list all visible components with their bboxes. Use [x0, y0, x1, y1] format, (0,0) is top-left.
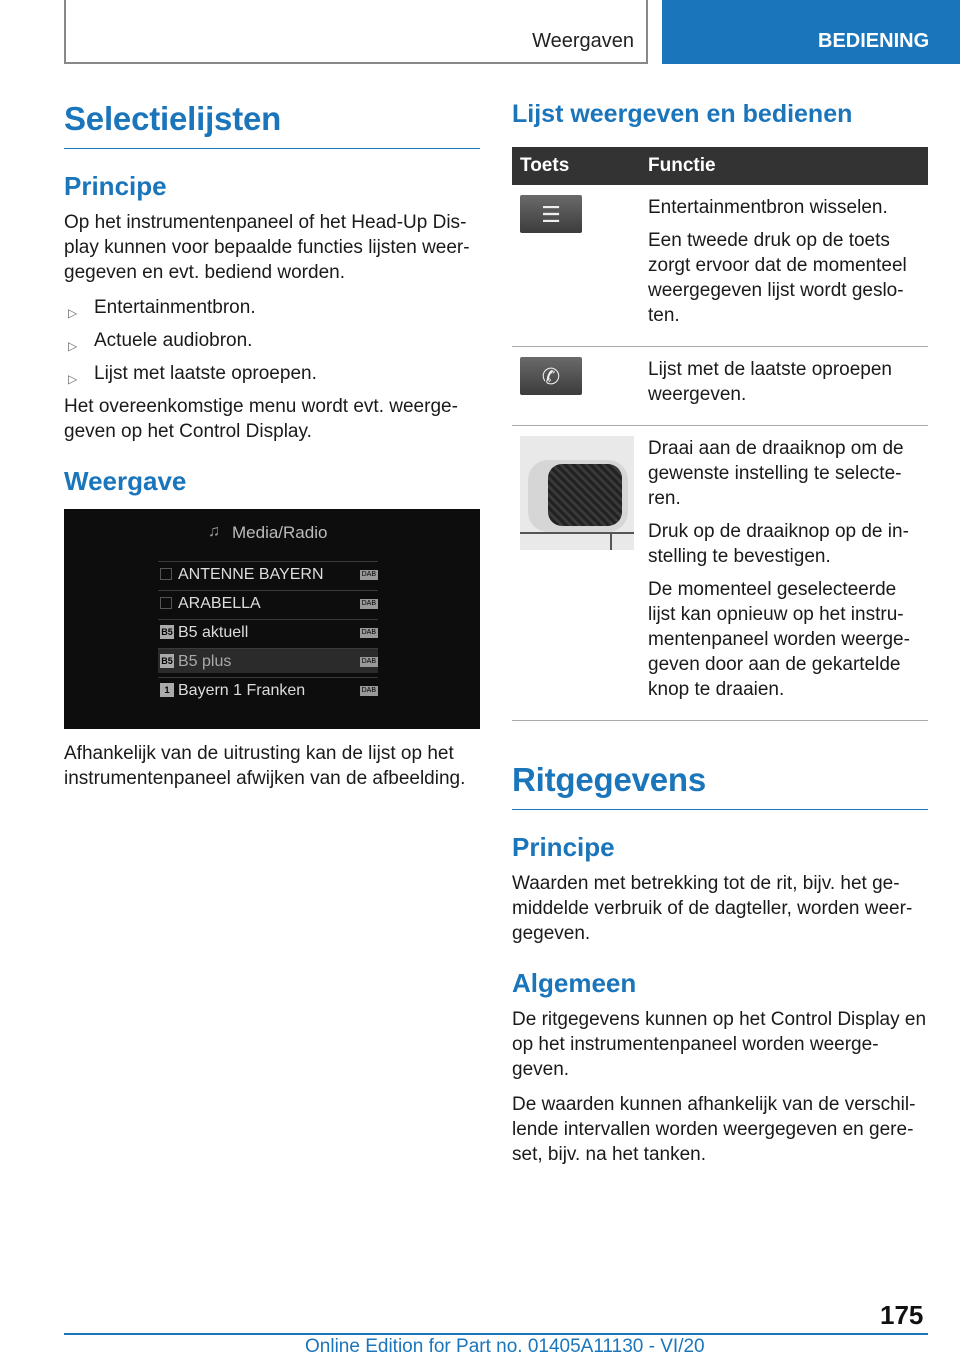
screen-title: Media/Radio [232, 523, 328, 542]
table-cell-text: Lijst met de laatste oproepen weergeven. [648, 359, 892, 405]
algemeen-text-2: De waarden kunnen afhankelijk van de verschillende intervallen worden weergegeven en gereset, bijv. na het tanken. [512, 1094, 916, 1165]
section-title-selectielijsten: Selectielijsten [64, 100, 480, 149]
list-item: ▷ Entertainmentbron. [64, 295, 480, 320]
table-cell-text: Een tweede druk op de toets zorgt ervoor dat de momenteel weergegeven lijst wordt gesloten. [648, 230, 907, 326]
heading-algemeen: Algemeen [512, 968, 637, 998]
heading-principe: Principe [64, 171, 167, 201]
screen-row: ANTENNE BAYERN DAB [158, 561, 378, 586]
list-item: ▷ Lijst met laatste oproepen. [64, 361, 480, 386]
media-radio-screenshot [64, 509, 480, 729]
heading-rit-principe: Principe [512, 832, 615, 862]
page-number: 175 [880, 1300, 924, 1330]
left-column [64, 100, 480, 801]
heading-weergave: Weergave [64, 466, 187, 496]
heading-lijst-weergeven: Lijst weergeven en bedienen [512, 100, 853, 128]
triangle-bullet-icon: ▷ [68, 339, 78, 353]
thumbwheel-icon [520, 436, 634, 550]
menu-text: Het overeenkomstige menu wordt evt. weergegeven op het Control Display. [64, 396, 458, 442]
table-cell-text: Draai aan de draaiknop om de gewenste instelling te selecteren. [648, 438, 904, 509]
table-row [512, 347, 928, 426]
principe-text: Op het instrumentenpaneel of het Head-Up Display kunnen voor bepaalde functies lijsten weergegeven en evt. bediend worden. [64, 212, 470, 283]
header-chapter-tab[interactable]: BEDIENING [662, 0, 960, 64]
footer-divider [64, 1333, 928, 1335]
image-caption: Afhankelijk van de uitrusting kan de lijst op het instrumentenpaneel afwijken van de afbeelding. [64, 743, 466, 789]
bullet-list [64, 295, 480, 386]
table-cell-text: Entertainmentbron wisselen. [648, 197, 888, 218]
media-radio-icon: ♫ [208, 523, 220, 540]
section-title-ritgegevens: Ritgegevens [512, 761, 928, 810]
algemeen-text-1: De ritgegevens kunnen op het Control Display en op het instrumentenpaneel worden weergegeven. [512, 1009, 927, 1080]
footer-edition: Online Edition for Part no. 01405A11130 - VI/20 [305, 1336, 705, 1357]
table-row [512, 426, 928, 721]
screen-row: ARABELLA DAB [158, 590, 378, 615]
rit-principe-text: Waarden met betrekking tot de rit, bijv. het gemiddelde verbruik of de dagteller, worden weergegeven. [512, 873, 913, 944]
table-cell-text: De momenteel geselecteerde lijst kan opnieuw op het instrumentenpaneel worden weergegeven door aan de gekartelde knop te draaien. [648, 579, 910, 700]
table-cell-text: Druk op de draaiknop op de instelling te bevestigen. [648, 521, 909, 567]
screen-row: B5 B5 aktuell DAB [158, 619, 378, 644]
list-item: ▷ Actuele audiobron. [64, 328, 480, 353]
triangle-bullet-icon: ▷ [68, 372, 78, 386]
triangle-bullet-icon: ▷ [68, 306, 78, 320]
table-header-functie: Functie [640, 147, 928, 185]
list-button-icon: ☰ [520, 195, 582, 233]
controls-table [512, 147, 928, 721]
header-section: Weergaven [532, 30, 634, 52]
table-row [512, 185, 928, 347]
screen-row: 1 Bayern 1 Franken DAB [158, 677, 378, 702]
right-column [512, 100, 928, 1177]
phone-button-icon: ✆ [520, 357, 582, 395]
screen-row-selected: B5 B5 plus DAB [158, 648, 378, 673]
table-header-toets: Toets [512, 147, 640, 185]
